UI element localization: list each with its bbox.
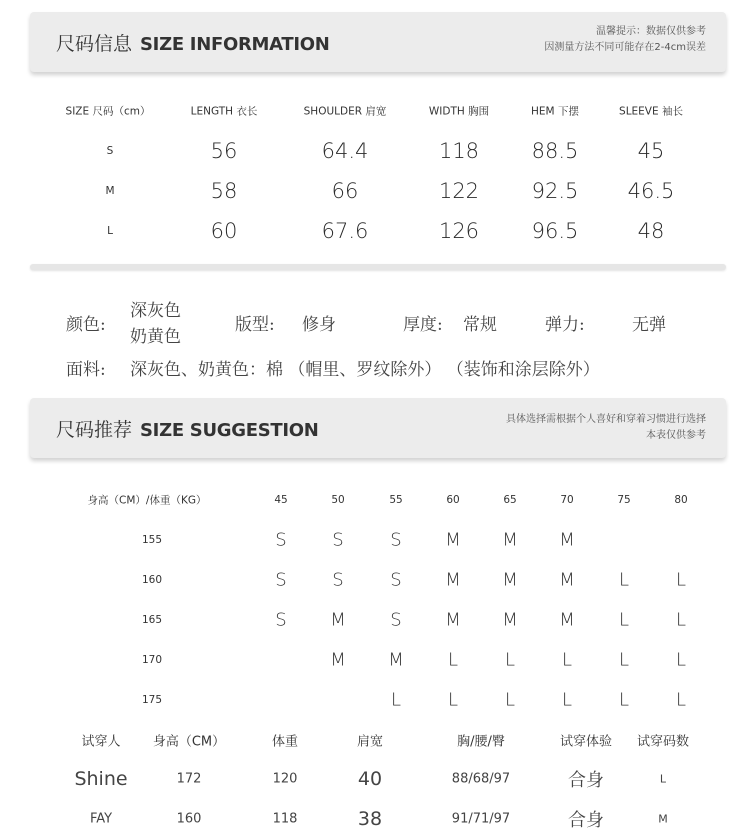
height-label: 155	[141, 534, 163, 546]
tryon-shoulder-cell: 40	[357, 768, 383, 790]
size-info-note-line2: 因测量方法不同可能存在2-4cm误差	[544, 42, 706, 53]
suggested-size-cell: L	[675, 609, 687, 631]
length-cell: 58	[210, 179, 238, 203]
suggested-size-cell: S	[332, 529, 344, 551]
height-label: 160	[141, 574, 163, 586]
size-info-note-line1: 温馨提示：数据仅供参考	[596, 26, 706, 37]
size-info-title-en: SIZE INFORMATION	[140, 34, 330, 55]
suggested-size-cell: L	[675, 649, 687, 671]
tryon-height-header: 身高（CM）	[152, 734, 226, 750]
fit-value: 修身	[302, 315, 336, 335]
sleeve-cell: 48	[637, 219, 665, 243]
suggested-size-cell: M	[388, 649, 404, 671]
section-divider	[30, 264, 726, 270]
height-label: 165	[141, 614, 163, 626]
suggested-size-cell: S	[275, 609, 287, 631]
tryon-shoulder-header: 肩宽	[356, 734, 384, 750]
size-suggestion-note-line1: 具体选择需根据个人喜好和穿着习惯进行选择	[506, 414, 706, 425]
tryon-bwh-cell: 91/71/97	[451, 811, 511, 827]
tryon-weight-cell: 120	[272, 771, 298, 787]
tryon-person-header: 试穿人	[81, 734, 121, 750]
length-header: LENGTH 衣长	[190, 105, 258, 118]
size-suggestion-note	[506, 412, 706, 444]
suggested-size-cell: M	[502, 609, 518, 631]
suggested-size-cell: M	[502, 569, 518, 591]
size-cell: M	[105, 185, 115, 197]
tryon-height-cell: 160	[176, 811, 202, 827]
length-cell: 60	[210, 219, 238, 243]
tryon-weight-cell: 118	[272, 811, 298, 827]
weight-header: 50	[331, 494, 345, 506]
suggested-size-cell: L	[561, 649, 573, 671]
suggested-size-cell: M	[559, 569, 575, 591]
shoulder-cell: 67.6	[321, 219, 369, 243]
elastic-value: 无弹	[632, 315, 666, 335]
suggested-size-cell: S	[390, 569, 402, 591]
sleeve-cell: 45	[637, 139, 665, 163]
length-cell: 56	[210, 139, 238, 163]
weight-header: 80	[674, 494, 688, 506]
tryon-experience-cell: 合身	[568, 770, 604, 791]
suggested-size-cell: L	[447, 649, 459, 671]
tryon-size-cell: M	[658, 812, 668, 826]
thickness-label: 厚度:	[403, 315, 443, 335]
size-info-title	[56, 29, 330, 56]
height-weight-corner-label: 身高（CM）/体重（KG）	[87, 494, 207, 507]
size-cell: S	[106, 145, 114, 157]
height-label: 175	[141, 694, 163, 706]
suggested-size-cell: M	[445, 609, 461, 631]
size-cell: L	[107, 225, 113, 237]
color-value-1: 深灰色	[130, 301, 181, 321]
weight-header: 70	[560, 494, 574, 506]
sleeve-header: SLEEVE 袖长	[619, 105, 683, 118]
suggested-size-cell: M	[445, 569, 461, 591]
suggested-size-cell: S	[332, 569, 344, 591]
hem-header: HEM 下摆	[531, 105, 579, 118]
suggested-size-cell: M	[445, 529, 461, 551]
size-suggestion-title-cn: 尺码推荐	[56, 419, 133, 441]
fabric-value: 深灰色、奶黄色：棉 （帽里、罗纹除外） （装饰和涂层除外）	[130, 360, 600, 380]
suggested-size-cell: M	[330, 649, 346, 671]
suggested-size-cell: L	[390, 689, 402, 711]
suggested-size-cell: S	[390, 529, 402, 551]
thickness-value: 常规	[463, 315, 497, 335]
width-cell: 118	[438, 139, 480, 163]
suggested-size-cell: M	[330, 609, 346, 631]
tryon-weight-header: 体重	[271, 734, 299, 750]
weight-header: 55	[389, 494, 403, 506]
sleeve-cell: 46.5	[627, 179, 675, 203]
tryon-size-header: 试穿码数	[636, 734, 690, 750]
size-info-note	[544, 24, 706, 56]
suggested-size-cell: M	[559, 609, 575, 631]
suggested-size-cell: L	[618, 609, 630, 631]
tryon-person-cell: FAY	[89, 811, 113, 827]
weight-header: 45	[274, 494, 288, 506]
color-value-2: 奶黄色	[130, 327, 181, 347]
suggested-size-cell: S	[390, 609, 402, 631]
size-suggestion-banner	[30, 398, 726, 458]
suggested-size-cell: L	[561, 689, 573, 711]
color-label: 颜色:	[66, 315, 106, 335]
weight-header: 75	[617, 494, 631, 506]
size-suggestion-title-en: SIZE SUGGESTION	[140, 420, 319, 441]
size-suggestion-title	[56, 415, 319, 442]
suggested-size-cell: L	[447, 689, 459, 711]
suggested-size-cell: L	[504, 689, 516, 711]
width-cell: 122	[438, 179, 480, 203]
suggested-size-cell: M	[559, 529, 575, 551]
fabric-label: 面料:	[66, 360, 106, 380]
suggested-size-cell: L	[675, 569, 687, 591]
suggested-size-cell: S	[275, 529, 287, 551]
tryon-experience-header: 试穿体验	[559, 734, 613, 750]
suggested-size-cell: L	[675, 689, 687, 711]
tryon-bwh-cell: 88/68/97	[451, 771, 511, 787]
suggested-size-cell: L	[618, 689, 630, 711]
fit-label: 版型:	[235, 315, 275, 335]
elastic-label: 弹力:	[545, 315, 585, 335]
suggested-size-cell: S	[275, 569, 287, 591]
shoulder-cell: 64.4	[321, 139, 369, 163]
hem-cell: 92.5	[531, 179, 579, 203]
tryon-height-cell: 172	[176, 771, 202, 787]
height-label: 170	[141, 654, 163, 666]
width-cell: 126	[438, 219, 480, 243]
tryon-person-cell: Shine	[74, 768, 128, 790]
size-suggestion-note-line2: 本表仅供参考	[646, 430, 706, 441]
size-header: SIZE 尺码（cm）	[65, 105, 151, 118]
hem-cell: 88.5	[531, 139, 579, 163]
suggested-size-cell: L	[618, 649, 630, 671]
tryon-bwh-header: 胸/腰/臀	[457, 734, 505, 750]
tryon-shoulder-cell: 38	[357, 808, 383, 830]
suggested-size-cell: L	[618, 569, 630, 591]
shoulder-cell: 66	[331, 179, 359, 203]
weight-header: 65	[503, 494, 517, 506]
size-info-banner	[30, 12, 726, 72]
tryon-size-cell: L	[659, 772, 667, 786]
suggested-size-cell: M	[502, 529, 518, 551]
suggested-size-cell: L	[504, 649, 516, 671]
hem-cell: 96.5	[531, 219, 579, 243]
tryon-experience-cell: 合身	[568, 810, 604, 831]
width-header: WIDTH 胸围	[428, 105, 490, 118]
shoulder-header: SHOULDER 肩宽	[303, 105, 387, 118]
size-info-title-cn: 尺码信息	[56, 33, 133, 55]
weight-header: 60	[446, 494, 460, 506]
